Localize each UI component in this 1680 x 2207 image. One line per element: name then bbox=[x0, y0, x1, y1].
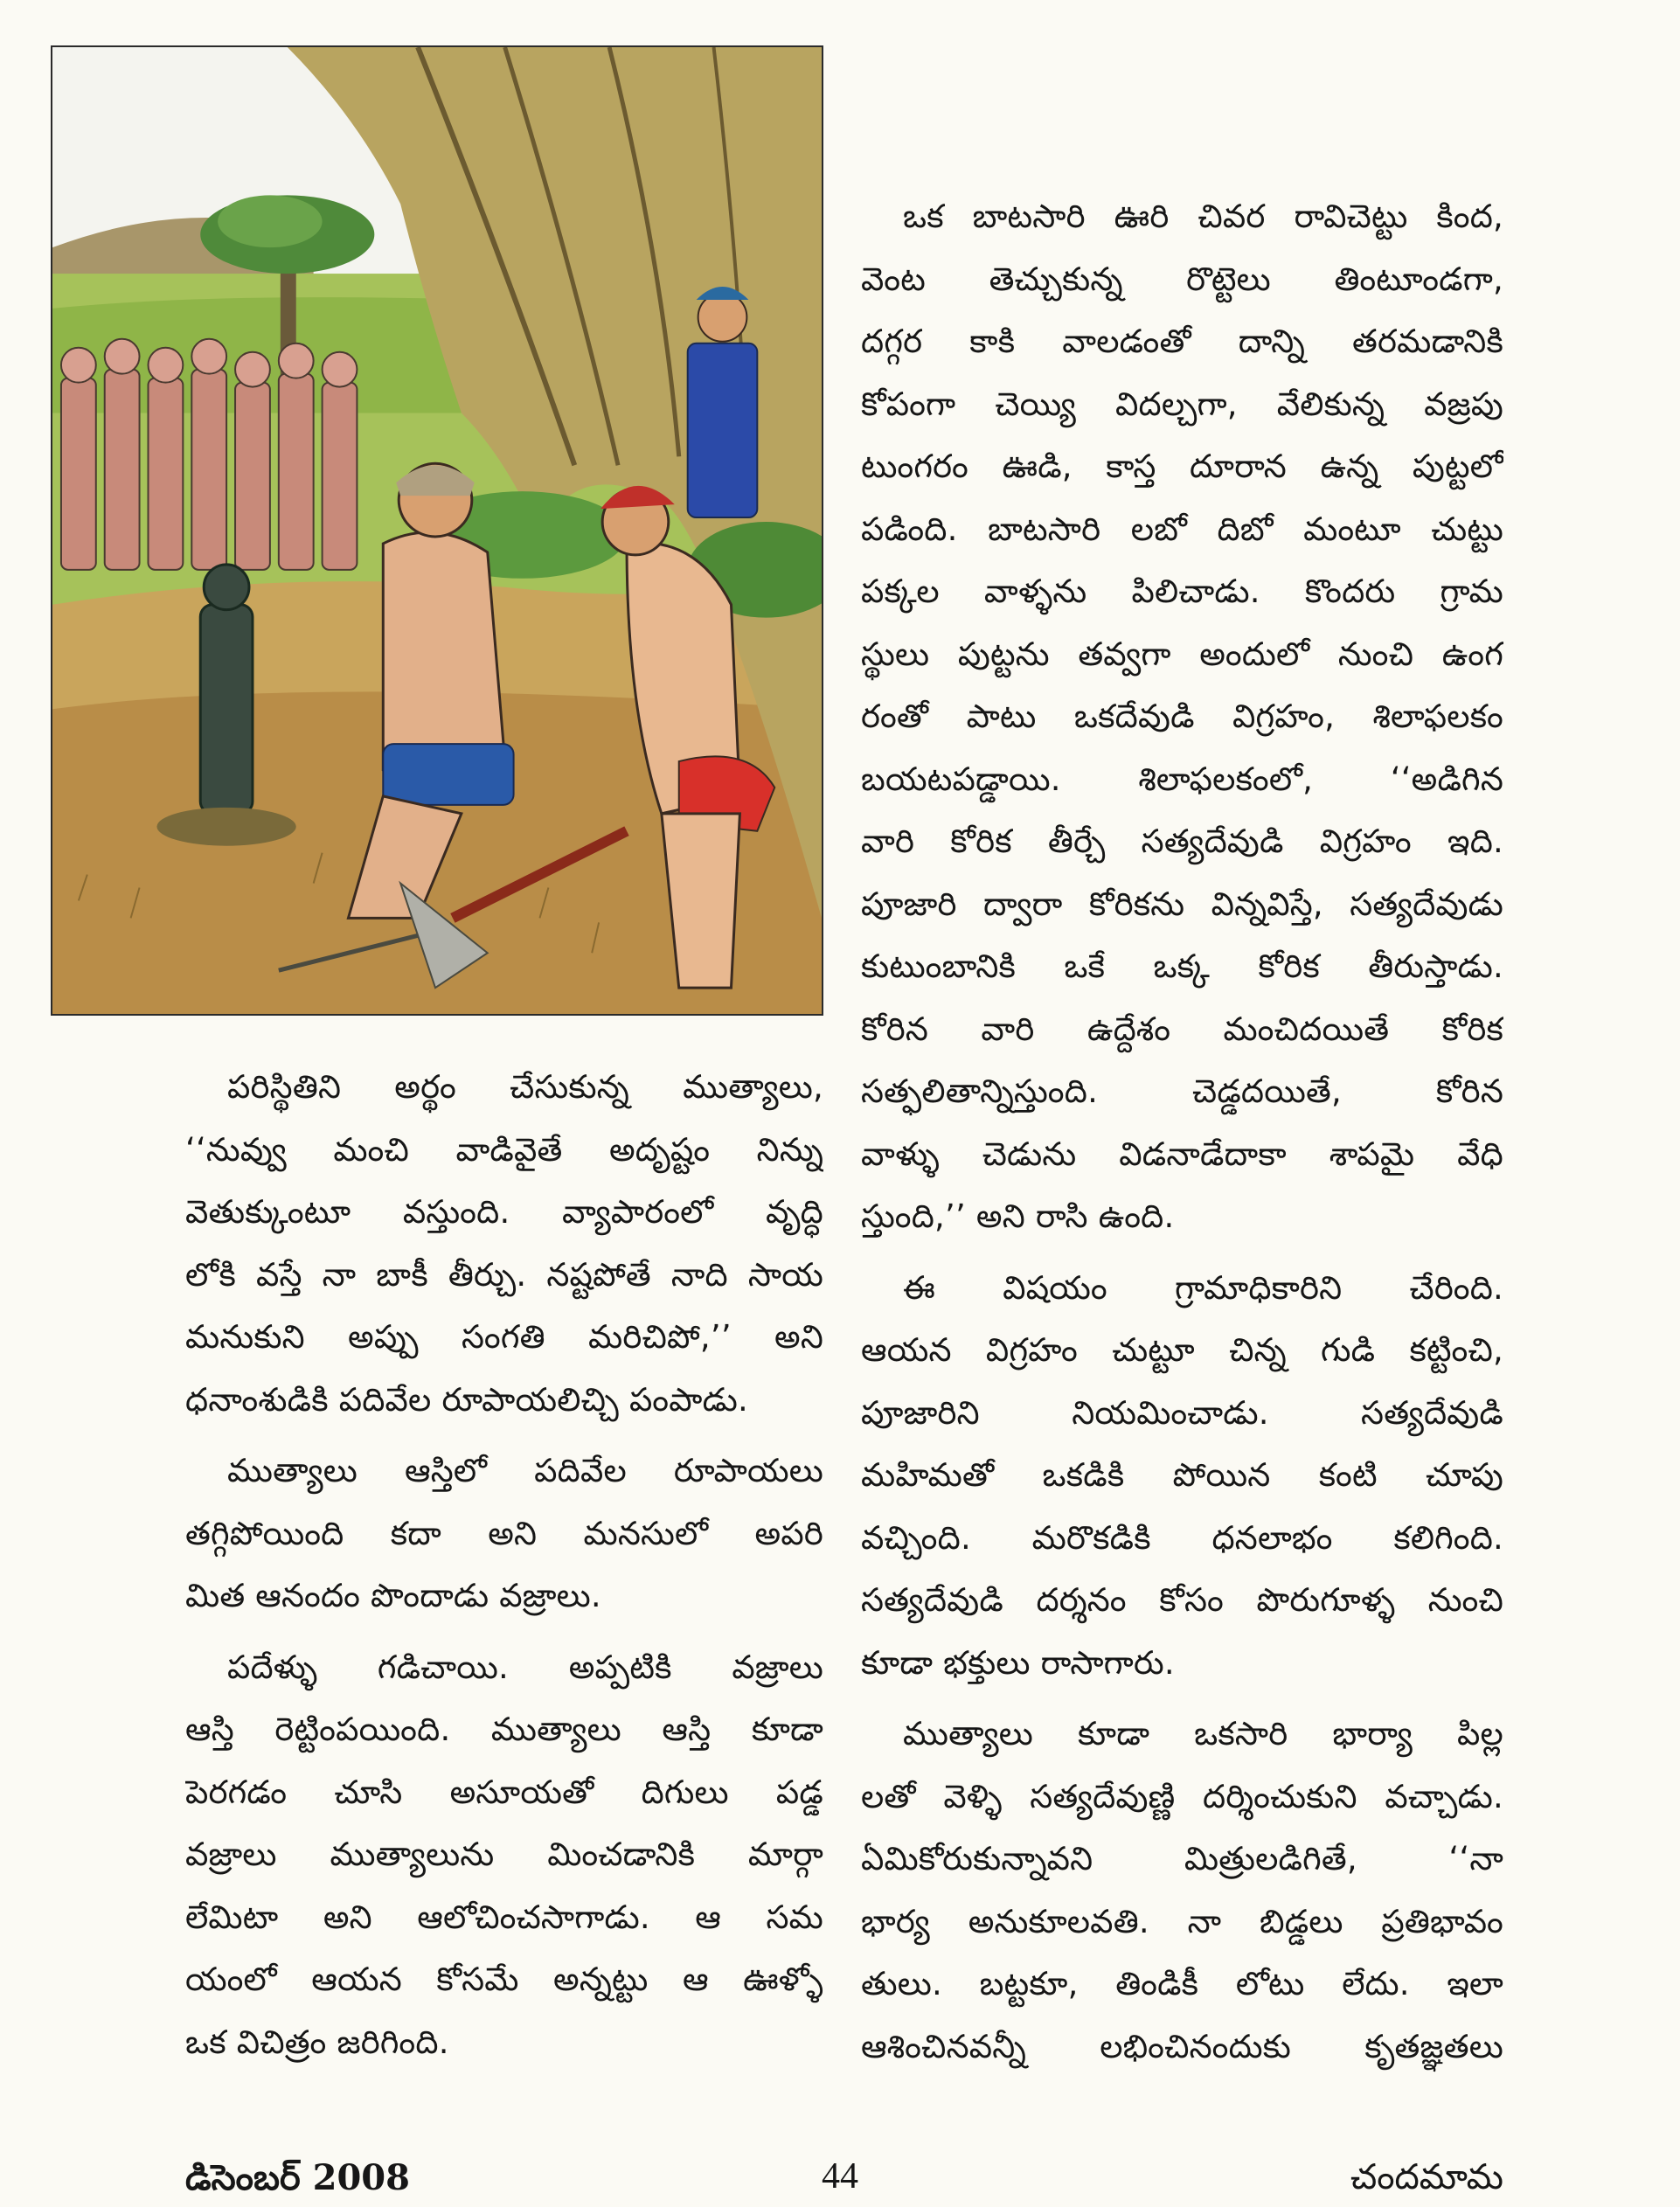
text-line: ఆయన విగ్రహం చుట్టూ చిన్న గుడి కట్టించి, bbox=[861, 1331, 1503, 1369]
text-line: ఒక బాటసారి ఊరి చివర రావిచెట్టు కింద, bbox=[903, 198, 1503, 235]
magazine-name: చందమామ bbox=[1350, 2157, 1503, 2197]
text-line: లతో వెళ్ళి సత్యదేవుణ్ణి దర్శించుకుని వచ్చాడు. bbox=[861, 1777, 1503, 1815]
text-line: పదేళ్ళు గడిచాయి. అప్పటికి వజ్రాలు bbox=[227, 1648, 823, 1686]
text-line: తగ్గిపోయింది కదా అని మనసులో అపరి bbox=[185, 1514, 823, 1552]
text-line: స్థులు పుట్టను తవ్వగా అందులో నుంచి ఉంగ bbox=[861, 635, 1503, 673]
text-line: ధనాంశుడికి పదివేల రూపాయలిచ్చి పంపాడు. bbox=[185, 1380, 748, 1419]
text-line: ఈ విషయం గ్రామాధికారిని చేరింది. bbox=[903, 1268, 1503, 1307]
text-line: పక్కల వాళ్ళను పిలిచాడు. కొందరు గ్రామ bbox=[861, 573, 1503, 610]
text-line: కోపంగా చెయ్యి విదల్చగా, వేలికున్న వజ్రపు bbox=[861, 385, 1503, 423]
text-line: టుంగరం ఊడి, కాస్త దూరాన ఉన్న పుట్టలో bbox=[861, 448, 1503, 485]
text-line: సత్యదేవుడి దర్శనం కోసం పొరుగూళ్ళ నుంచి bbox=[861, 1581, 1503, 1619]
text-line: ఏమికోరుకున్నావని మిత్రులడిగితే, ‘‘నా bbox=[861, 1840, 1503, 1877]
text-line: ముత్యాలు ఆస్తిలో పదివేల రూపాయలు bbox=[227, 1452, 823, 1489]
text-line: భార్య అనుకూలవతి. నా బిడ్డలు ప్రతిభావం bbox=[861, 1902, 1503, 1940]
text-line: తులు. బట్టకూ, తిండికీ లోటు లేదు. ఇలా bbox=[861, 1965, 1503, 2002]
right-column bbox=[861, 185, 1503, 2078]
text-line: పెరగడం చూసి అసూయతో దిగులు పడ్డ bbox=[185, 1773, 823, 1811]
text-line: పూజారిని నియమించాడు. సత్యదేవుడి bbox=[861, 1393, 1503, 1432]
text-line: వారి కోరిక తీర్చే సత్యదేవుడి విగ్రహం ఇది. bbox=[861, 822, 1503, 860]
text-line: లోకి వస్తే నా బాకీ తీర్చు. నష్టపోతే నాది సాయ bbox=[185, 1255, 823, 1294]
text-line: వెతుక్కుంటూ వస్తుంది. వ్యాపారంలో వృద్ధి bbox=[185, 1193, 823, 1231]
text-line: వజ్రాలు ముత్యాలును మించడానికి మార్గా bbox=[185, 1836, 823, 1873]
text-line: దగ్గర కాకి వాలడంతో దాన్ని తరమడానికి bbox=[861, 323, 1503, 360]
text-line: ఆశించినవన్నీ లభించినందుకు కృతజ్ఞతలు bbox=[861, 2027, 1503, 2065]
text-line: వాళ్ళు చెడును విడనాడేదాకా శాపమై వేధి bbox=[861, 1135, 1503, 1173]
text-line: స్తుంది,’’ అని రాసి ఉంది. bbox=[861, 1197, 1175, 1235]
left-column bbox=[185, 1056, 823, 2073]
text-line: బయటపడ్డాయి. శిలాఫలకంలో, ‘‘అడిగిన bbox=[861, 760, 1503, 798]
text-line: సత్ఫలితాన్నిస్తుంది. చెడ్డదయితే, కోరిన bbox=[861, 1072, 1503, 1110]
paragraph bbox=[185, 1056, 823, 1431]
text-line: పడింది. బాటసారి లబో దిబో మంటూ చుట్టు bbox=[861, 510, 1503, 548]
text-line: యంలో ఆయన కోసమే అన్నట్టు ఆ ఊళ్ళో bbox=[185, 1961, 823, 1998]
text-line: పరిస్థితిని అర్థం చేసుకున్న ముత్యాలు, bbox=[227, 1068, 823, 1106]
text-line: పూజారి ద్వారా కోరికను విన్నవిస్తే, సత్యదేవుడు bbox=[861, 885, 1503, 923]
paragraph bbox=[861, 185, 1503, 1248]
paragraph bbox=[185, 1440, 823, 1627]
text-line: ఆస్తి రెట్టింపయింది. ముత్యాలు ఆస్తి కూడా bbox=[185, 1711, 823, 1748]
story-illustration-icon bbox=[52, 47, 822, 1014]
text-line: కుటుంబానికి ఒకే ఒక్క కోరిక తీరుస్తాడు. bbox=[861, 947, 1503, 985]
text-line: మనుకుని అప్పు సంగతి మరిచిపో,’’ అని bbox=[185, 1318, 823, 1356]
paragraph bbox=[861, 1257, 1503, 1695]
text-line: ఒక విచిత్రం జరిగింది. bbox=[185, 2023, 449, 2061]
text-line: ముత్యాలు కూడా ఒకసారి భార్యా పిల్ల bbox=[903, 1715, 1503, 1752]
text-line: కూడా భక్తులు రాసాగారు. bbox=[861, 1643, 1175, 1682]
text-line: మహిమతో ఒకడికి పోయిన కంటి చూపు bbox=[861, 1456, 1503, 1494]
text-line: ‘‘నువ్వు మంచి వాడివైతే అదృష్టం నిన్ను bbox=[185, 1130, 823, 1169]
text-line: రంతో పాటు ఒకదేవుడి విగ్రహం, శిలాఫలకం bbox=[861, 697, 1503, 735]
page-number: 44 bbox=[822, 2156, 858, 2197]
paragraph bbox=[861, 1703, 1503, 2078]
story-illustration bbox=[51, 45, 823, 1016]
paragraph bbox=[185, 1636, 823, 2074]
text-line: వెంట తెచ్చుకున్న రొట్టెలు తింటూండగా, bbox=[861, 260, 1503, 298]
text-line: మిత ఆనందం పొందాడు వజ్రాలు. bbox=[185, 1577, 601, 1614]
footer-date: డిసెంబర్ 2008 bbox=[185, 2157, 410, 2198]
text-line: వచ్చింది. మరొకడికి ధనలాభం కలిగింది. bbox=[861, 1518, 1503, 1557]
text-line: కోరిన వారి ఉద్దేశం మంచిదయితే కోరిక bbox=[861, 1010, 1503, 1048]
text-line: లేమిటా అని ఆలోచించసాగాడు. ఆ సమ bbox=[185, 1898, 823, 1936]
